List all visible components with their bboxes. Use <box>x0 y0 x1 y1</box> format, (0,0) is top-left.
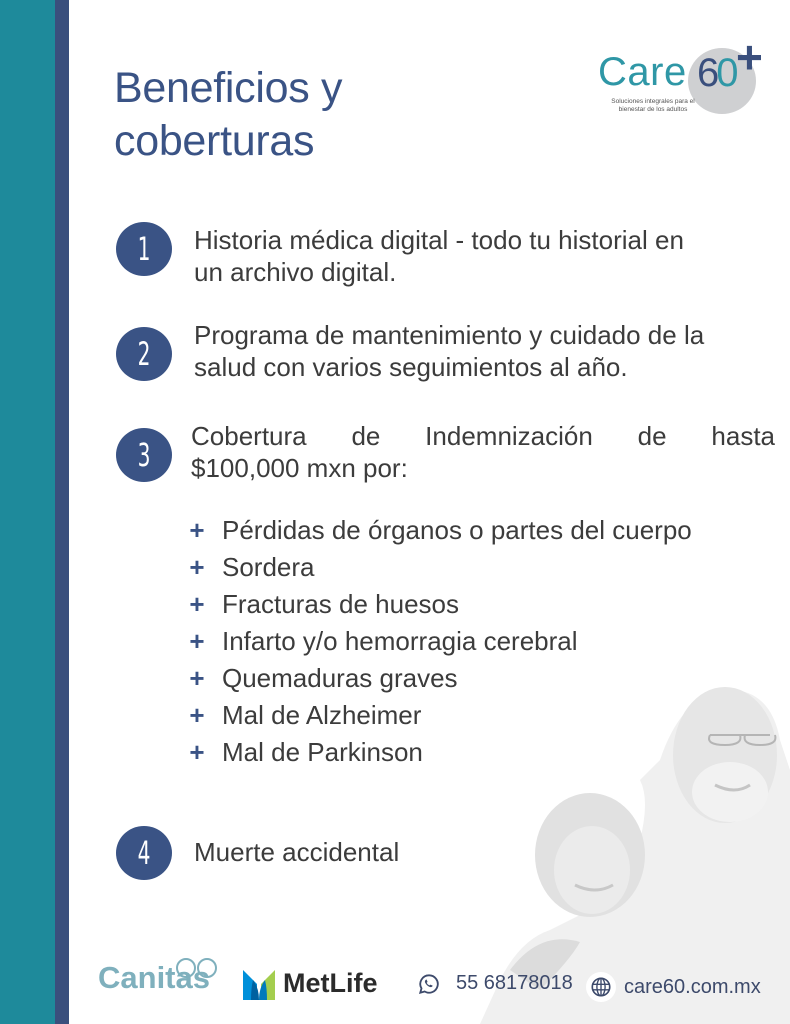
globe-icon <box>590 976 612 998</box>
website-url: care60.com.mx <box>624 975 761 998</box>
care60-logo <box>596 31 776 122</box>
title-line-1: Beneficios y <box>114 64 343 112</box>
left-navy-stripe <box>55 0 69 1024</box>
phone-number: 55 68178018 <box>456 972 573 994</box>
metlife-wordmark: MetLife <box>283 968 378 998</box>
plus-icon: + <box>189 737 205 767</box>
benefit-1-line-1: Historia médica digital - todo tu historial en <box>194 225 684 255</box>
number-badge-3 <box>116 428 172 482</box>
title-line-2: coberturas <box>114 117 315 165</box>
number-badge-text: 4 <box>137 834 151 872</box>
coverage-item <box>186 697 692 734</box>
plus-icon: + <box>189 626 205 656</box>
number-badge-text: 2 <box>137 335 151 373</box>
benefit-4-line-1: Muerte accidental <box>194 837 400 867</box>
logo-plus-icon: + <box>736 31 763 83</box>
globe-icon-bg <box>586 972 616 1002</box>
website-link[interactable] <box>586 972 761 1002</box>
benefit-2-line-2: salud con varios seguimientos al año. <box>194 352 628 382</box>
coverage-item <box>186 549 692 586</box>
plus-icon: + <box>189 700 205 730</box>
tagline-line-1: Soluciones integrales para el <box>611 98 695 105</box>
page-title <box>114 62 342 168</box>
logo-zero: 0 <box>716 51 736 95</box>
logo-six: 6 <box>697 51 717 95</box>
coverage-item-label: Infarto y/o hemorragia cerebral <box>222 626 578 656</box>
number-badge-text: 1 <box>137 230 151 268</box>
left-teal-stripe <box>0 0 55 1024</box>
coverage-item-label: Mal de Alzheimer <box>222 700 422 730</box>
logo-care-word: Care <box>598 50 687 94</box>
number-badge-4 <box>116 826 172 880</box>
coverage-item <box>186 512 692 549</box>
plus-icon: + <box>189 663 205 693</box>
benefit-3-line-2: $100,000 mxn por: <box>191 453 408 483</box>
benefit-text-1 <box>194 224 774 288</box>
benefit-1-line-2: un archivo digital. <box>194 257 397 287</box>
benefit-3-line-1: Cobertura de Indemnización de hasta <box>191 421 775 451</box>
coverage-list <box>186 512 692 771</box>
phone-contact[interactable] <box>418 972 573 995</box>
coverage-item-label: Pérdidas de órganos o partes del cuerpo <box>222 515 692 545</box>
coverage-item-label: Quemaduras graves <box>222 663 458 693</box>
coverage-item-label: Sordera <box>222 552 315 582</box>
coverage-item <box>186 660 692 697</box>
tagline-line-2: bienestar de los adultos <box>618 106 688 113</box>
canitas-logo: Canitas <box>98 960 210 995</box>
plus-icon: + <box>189 515 205 545</box>
coverage-item <box>186 623 692 660</box>
benefit-text-2 <box>194 319 784 383</box>
logo-sixty <box>697 51 736 96</box>
number-badge-1 <box>116 222 172 276</box>
metlife-logo-icon <box>243 970 275 1000</box>
canitas-faces-icon <box>176 958 218 983</box>
number-badge-text: 3 <box>137 436 151 474</box>
coverage-item <box>186 586 692 623</box>
logo-tagline <box>598 98 708 114</box>
benefit-text-3 <box>191 420 775 484</box>
plus-icon: + <box>189 552 205 582</box>
benefit-text-4 <box>194 836 594 868</box>
whatsapp-icon <box>418 973 440 995</box>
coverage-item <box>186 734 692 771</box>
coverage-item-label: Fracturas de huesos <box>222 589 460 619</box>
benefit-2-line-1: Programa de mantenimiento y cuidado de la <box>194 320 705 350</box>
number-badge-2 <box>116 327 172 381</box>
plus-icon: + <box>189 589 205 619</box>
coverage-item-label: Mal de Parkinson <box>222 737 423 767</box>
